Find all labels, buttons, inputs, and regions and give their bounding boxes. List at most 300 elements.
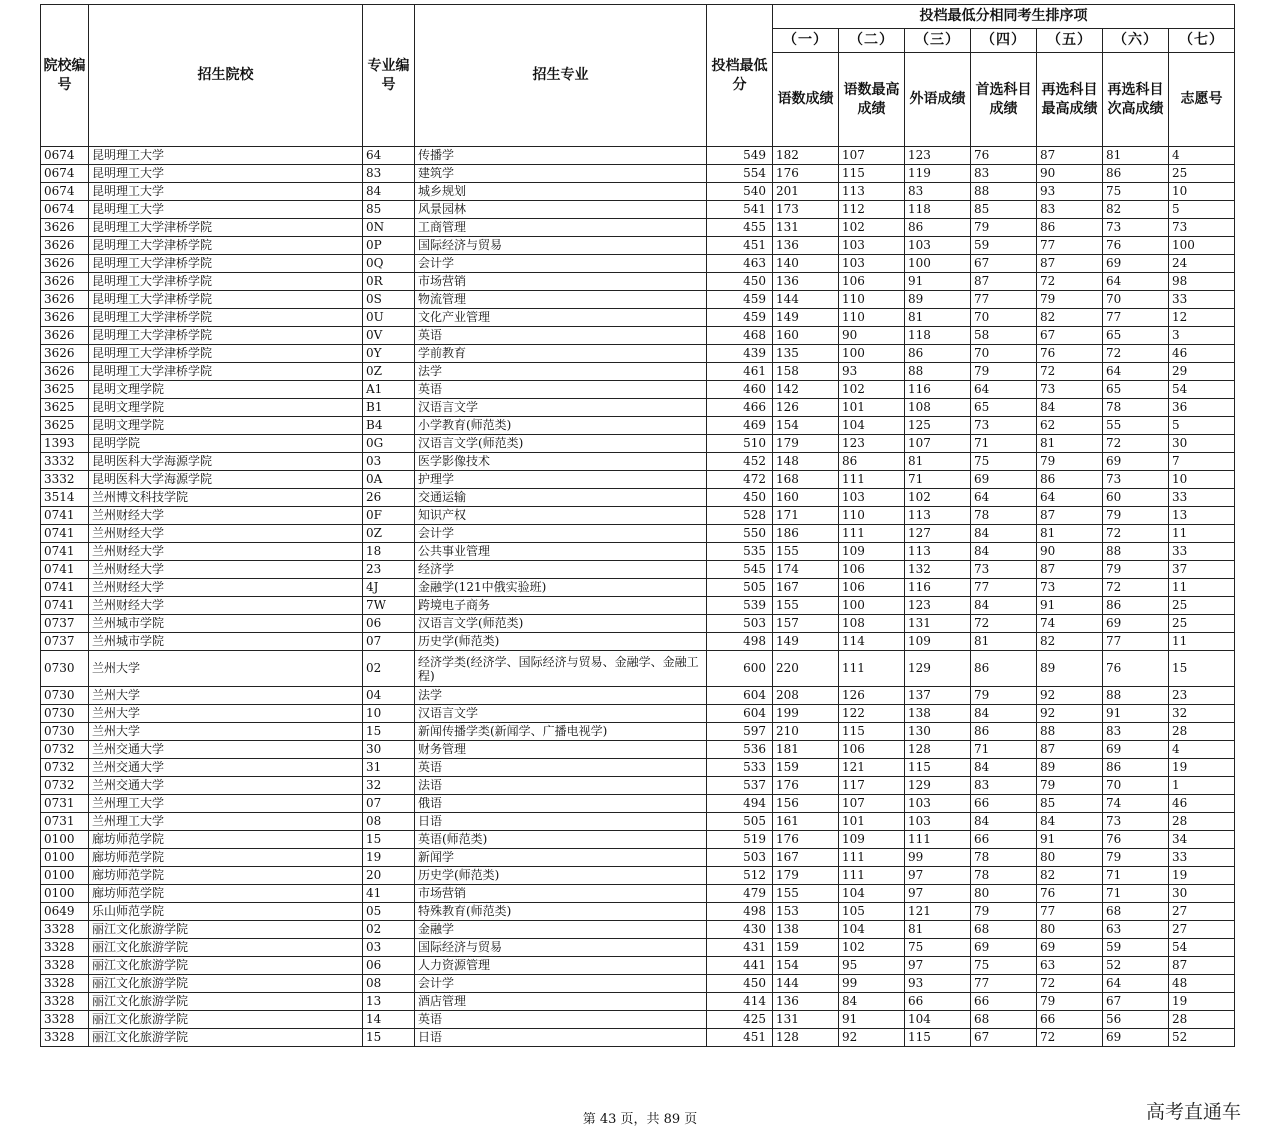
- cell-school-name: 乐山师范学院: [89, 903, 363, 921]
- cell-elective-highest: 86: [1037, 219, 1103, 237]
- cell-min-score: 503: [707, 615, 773, 633]
- cell-school-code: 3626: [41, 237, 89, 255]
- header-chinese-math-max: 语数最高成绩: [839, 53, 905, 147]
- cell-preference-number: 3: [1169, 327, 1235, 345]
- cell-elective-second: 55: [1103, 417, 1169, 435]
- cell-chinese-math-max: 104: [839, 885, 905, 903]
- cell-elective-second: 75: [1103, 183, 1169, 201]
- cell-min-score: 604: [707, 705, 773, 723]
- cell-chinese-math-score: 155: [773, 885, 839, 903]
- cell-preference-number: 33: [1169, 291, 1235, 309]
- cell-elective-second: 77: [1103, 633, 1169, 651]
- cell-school-name: 兰州大学: [89, 651, 363, 687]
- cell-chinese-math-max: 84: [839, 993, 905, 1011]
- cell-preference-number: 25: [1169, 165, 1235, 183]
- table-row: [41, 273, 1235, 291]
- cell-preference-number: 25: [1169, 597, 1235, 615]
- cell-major-name: 经济学: [415, 561, 707, 579]
- cell-chinese-math-max: 102: [839, 381, 905, 399]
- cell-chinese-math-score: 144: [773, 291, 839, 309]
- cell-school-name: 昆明医科大学海源学院: [89, 453, 363, 471]
- cell-major-name: 新闻学: [415, 849, 707, 867]
- cell-chinese-math-score: 136: [773, 237, 839, 255]
- cell-elective-second: 71: [1103, 867, 1169, 885]
- table-row: [41, 489, 1235, 507]
- cell-min-score: 600: [707, 651, 773, 687]
- cell-school-code: 0730: [41, 687, 89, 705]
- cell-elective-highest: 87: [1037, 741, 1103, 759]
- cell-first-subject-score: 64: [971, 381, 1037, 399]
- cell-chinese-math-score: 142: [773, 381, 839, 399]
- cell-chinese-math-score: 149: [773, 309, 839, 327]
- table-row: [41, 867, 1235, 885]
- cell-min-score: 604: [707, 687, 773, 705]
- cell-chinese-math-score: 138: [773, 921, 839, 939]
- cell-chinese-math-max: 114: [839, 633, 905, 651]
- cell-chinese-math-max: 104: [839, 417, 905, 435]
- table-row: [41, 309, 1235, 327]
- cell-chinese-math-score: 199: [773, 705, 839, 723]
- cell-chinese-math-max: 111: [839, 849, 905, 867]
- table-body: [41, 147, 1235, 1047]
- cell-major-name: 人力资源管理: [415, 957, 707, 975]
- cell-first-subject-score: 67: [971, 1029, 1037, 1047]
- cell-school-code: 3626: [41, 291, 89, 309]
- cell-major-code: 83: [363, 165, 415, 183]
- cell-major-code: 0Z: [363, 363, 415, 381]
- cell-elective-second: 72: [1103, 525, 1169, 543]
- cell-elective-highest: 82: [1037, 633, 1103, 651]
- cell-major-name: 经济学类(经济学、国际经济与贸易、金融学、金融工程): [415, 651, 707, 687]
- cell-elective-second: 67: [1103, 993, 1169, 1011]
- cell-first-subject-score: 83: [971, 777, 1037, 795]
- cell-school-code: 0732: [41, 741, 89, 759]
- cell-elective-second: 76: [1103, 831, 1169, 849]
- cell-elective-second: 59: [1103, 939, 1169, 957]
- cell-major-code: 84: [363, 183, 415, 201]
- cell-elective-second: 70: [1103, 291, 1169, 309]
- cell-min-score: 479: [707, 885, 773, 903]
- cell-foreign-language-score: 81: [905, 921, 971, 939]
- cell-chinese-math-max: 109: [839, 543, 905, 561]
- cell-chinese-math-max: 103: [839, 489, 905, 507]
- cell-major-code: 02: [363, 921, 415, 939]
- cell-chinese-math-score: 156: [773, 795, 839, 813]
- cell-major-code: 31: [363, 759, 415, 777]
- cell-foreign-language-score: 130: [905, 723, 971, 741]
- table-row: [41, 831, 1235, 849]
- cell-chinese-math-score: 176: [773, 777, 839, 795]
- cell-first-subject-score: 79: [971, 363, 1037, 381]
- cell-first-subject-score: 69: [971, 939, 1037, 957]
- cell-first-subject-score: 58: [971, 327, 1037, 345]
- cell-preference-number: 19: [1169, 993, 1235, 1011]
- cell-preference-number: 27: [1169, 921, 1235, 939]
- cell-major-name: 小学教育(师范类): [415, 417, 707, 435]
- cell-chinese-math-score: 126: [773, 399, 839, 417]
- cell-min-score: 469: [707, 417, 773, 435]
- cell-chinese-math-max: 105: [839, 903, 905, 921]
- table-row: [41, 471, 1235, 489]
- cell-min-score: 459: [707, 309, 773, 327]
- cell-major-name: 学前教育: [415, 345, 707, 363]
- cell-major-name: 历史学(师范类): [415, 633, 707, 651]
- cell-foreign-language-score: 88: [905, 363, 971, 381]
- cell-major-code: 07: [363, 633, 415, 651]
- cell-school-name: 丽江文化旅游学院: [89, 957, 363, 975]
- cell-major-code: 32: [363, 777, 415, 795]
- cell-elective-highest: 73: [1037, 579, 1103, 597]
- cell-elective-second: 69: [1103, 615, 1169, 633]
- cell-school-code: 3328: [41, 1011, 89, 1029]
- cell-elective-second: 86: [1103, 759, 1169, 777]
- table-row: [41, 615, 1235, 633]
- cell-school-code: 0731: [41, 795, 89, 813]
- header-order-2: （二）: [839, 29, 905, 53]
- table-row: [41, 561, 1235, 579]
- cell-min-score: 451: [707, 1029, 773, 1047]
- cell-chinese-math-score: 131: [773, 219, 839, 237]
- cell-major-code: B1: [363, 399, 415, 417]
- cell-school-code: 3328: [41, 957, 89, 975]
- cell-chinese-math-max: 101: [839, 399, 905, 417]
- cell-chinese-math-max: 123: [839, 435, 905, 453]
- cell-first-subject-score: 66: [971, 831, 1037, 849]
- cell-chinese-math-score: 161: [773, 813, 839, 831]
- cell-chinese-math-max: 103: [839, 255, 905, 273]
- admission-score-table: [40, 4, 1235, 1047]
- cell-chinese-math-score: 128: [773, 1029, 839, 1047]
- cell-school-name: 兰州交通大学: [89, 759, 363, 777]
- cell-elective-second: 65: [1103, 381, 1169, 399]
- watermark-logo-text: 高考直通车: [1146, 1101, 1242, 1123]
- cell-elective-highest: 88: [1037, 723, 1103, 741]
- cell-major-name: 金融学: [415, 921, 707, 939]
- cell-major-name: 英语(师范类): [415, 831, 707, 849]
- cell-elective-highest: 81: [1037, 525, 1103, 543]
- cell-foreign-language-score: 103: [905, 795, 971, 813]
- cell-preference-number: 1: [1169, 777, 1235, 795]
- cell-major-code: 0V: [363, 327, 415, 345]
- cell-preference-number: 30: [1169, 885, 1235, 903]
- table-row: [41, 957, 1235, 975]
- cell-preference-number: 73: [1169, 219, 1235, 237]
- cell-school-code: 3626: [41, 345, 89, 363]
- table-row: [41, 183, 1235, 201]
- cell-foreign-language-score: 129: [905, 651, 971, 687]
- cell-chinese-math-score: 144: [773, 975, 839, 993]
- cell-min-score: 536: [707, 741, 773, 759]
- cell-major-code: 0Q: [363, 255, 415, 273]
- cell-chinese-math-max: 110: [839, 507, 905, 525]
- cell-elective-highest: 79: [1037, 453, 1103, 471]
- table-row: [41, 777, 1235, 795]
- cell-first-subject-score: 79: [971, 903, 1037, 921]
- cell-major-code: 03: [363, 453, 415, 471]
- cell-min-score: 451: [707, 237, 773, 255]
- cell-chinese-math-max: 86: [839, 453, 905, 471]
- cell-chinese-math-score: 210: [773, 723, 839, 741]
- cell-foreign-language-score: 123: [905, 597, 971, 615]
- cell-school-code: 0100: [41, 849, 89, 867]
- cell-major-name: 汉语言文学: [415, 399, 707, 417]
- cell-preference-number: 25: [1169, 615, 1235, 633]
- cell-elective-second: 73: [1103, 471, 1169, 489]
- cell-major-code: 0G: [363, 435, 415, 453]
- cell-first-subject-score: 73: [971, 561, 1037, 579]
- cell-school-code: 1393: [41, 435, 89, 453]
- cell-foreign-language-score: 99: [905, 849, 971, 867]
- table-row: [41, 525, 1235, 543]
- cell-foreign-language-score: 125: [905, 417, 971, 435]
- cell-elective-second: 56: [1103, 1011, 1169, 1029]
- cell-major-code: 14: [363, 1011, 415, 1029]
- cell-min-score: 549: [707, 147, 773, 165]
- cell-first-subject-score: 69: [971, 471, 1037, 489]
- cell-preference-number: 15: [1169, 651, 1235, 687]
- cell-chinese-math-score: 159: [773, 759, 839, 777]
- cell-school-code: 0674: [41, 183, 89, 201]
- cell-foreign-language-score: 83: [905, 183, 971, 201]
- cell-preference-number: 54: [1169, 939, 1235, 957]
- cell-chinese-math-score: 167: [773, 579, 839, 597]
- cell-chinese-math-max: 121: [839, 759, 905, 777]
- cell-major-name: 历史学(师范类): [415, 867, 707, 885]
- cell-major-name: 金融学(121中俄实验班): [415, 579, 707, 597]
- cell-school-code: 3626: [41, 255, 89, 273]
- cell-chinese-math-score: 201: [773, 183, 839, 201]
- cell-min-score: 512: [707, 867, 773, 885]
- cell-major-name: 新闻传播学类(新闻学、广播电视学): [415, 723, 707, 741]
- cell-foreign-language-score: 97: [905, 867, 971, 885]
- table-row: [41, 651, 1235, 687]
- cell-chinese-math-max: 100: [839, 597, 905, 615]
- cell-foreign-language-score: 127: [905, 525, 971, 543]
- cell-school-name: 兰州博文科技学院: [89, 489, 363, 507]
- table-row: [41, 741, 1235, 759]
- cell-elective-highest: 89: [1037, 651, 1103, 687]
- cell-school-name: 丽江文化旅游学院: [89, 975, 363, 993]
- cell-foreign-language-score: 104: [905, 1011, 971, 1029]
- cell-min-score: 466: [707, 399, 773, 417]
- cell-preference-number: 12: [1169, 309, 1235, 327]
- cell-major-name: 法学: [415, 363, 707, 381]
- header-order-5: （五）: [1037, 29, 1103, 53]
- cell-elective-highest: 84: [1037, 813, 1103, 831]
- cell-major-name: 汉语言文学: [415, 705, 707, 723]
- cell-school-name: 廊坊师范学院: [89, 831, 363, 849]
- cell-school-name: 昆明理工大学津桥学院: [89, 309, 363, 327]
- cell-school-code: 0100: [41, 867, 89, 885]
- cell-elective-second: 60: [1103, 489, 1169, 507]
- cell-major-code: 06: [363, 957, 415, 975]
- cell-first-subject-score: 68: [971, 921, 1037, 939]
- cell-school-name: 廊坊师范学院: [89, 885, 363, 903]
- cell-first-subject-score: 84: [971, 543, 1037, 561]
- table-row: [41, 507, 1235, 525]
- cell-foreign-language-score: 93: [905, 975, 971, 993]
- cell-first-subject-score: 79: [971, 219, 1037, 237]
- cell-chinese-math-max: 102: [839, 939, 905, 957]
- cell-first-subject-score: 84: [971, 759, 1037, 777]
- table-row: [41, 237, 1235, 255]
- cell-major-name: 国际经济与贸易: [415, 237, 707, 255]
- cell-school-code: 0737: [41, 615, 89, 633]
- cell-chinese-math-max: 113: [839, 183, 905, 201]
- cell-school-code: 0100: [41, 885, 89, 903]
- cell-major-name: 工商管理: [415, 219, 707, 237]
- cell-elective-highest: 76: [1037, 345, 1103, 363]
- cell-elective-highest: 87: [1037, 255, 1103, 273]
- table-row: [41, 453, 1235, 471]
- cell-school-name: 昆明理工大学津桥学院: [89, 273, 363, 291]
- cell-foreign-language-score: 107: [905, 435, 971, 453]
- cell-foreign-language-score: 103: [905, 813, 971, 831]
- cell-chinese-math-score: 220: [773, 651, 839, 687]
- table-row: [41, 381, 1235, 399]
- table-row: [41, 921, 1235, 939]
- cell-min-score: 519: [707, 831, 773, 849]
- cell-elective-highest: 92: [1037, 705, 1103, 723]
- cell-elective-highest: 91: [1037, 597, 1103, 615]
- cell-school-name: 昆明理工大学津桥学院: [89, 219, 363, 237]
- cell-chinese-math-score: 155: [773, 597, 839, 615]
- cell-major-name: 法学: [415, 687, 707, 705]
- cell-school-code: 0741: [41, 543, 89, 561]
- cell-foreign-language-score: 121: [905, 903, 971, 921]
- cell-school-code: 0730: [41, 705, 89, 723]
- cell-elective-second: 70: [1103, 777, 1169, 795]
- cell-first-subject-score: 86: [971, 651, 1037, 687]
- cell-first-subject-score: 73: [971, 417, 1037, 435]
- cell-major-code: 41: [363, 885, 415, 903]
- cell-school-name: 丽江文化旅游学院: [89, 1011, 363, 1029]
- cell-foreign-language-score: 116: [905, 579, 971, 597]
- cell-chinese-math-max: 95: [839, 957, 905, 975]
- cell-major-name: 汉语言文学(师范类): [415, 615, 707, 633]
- cell-major-code: 4J: [363, 579, 415, 597]
- cell-school-code: 0674: [41, 147, 89, 165]
- table-header: [41, 5, 1235, 147]
- cell-elective-highest: 90: [1037, 543, 1103, 561]
- cell-chinese-math-score: 154: [773, 417, 839, 435]
- cell-elective-second: 83: [1103, 723, 1169, 741]
- cell-elective-second: 68: [1103, 903, 1169, 921]
- cell-preference-number: 54: [1169, 381, 1235, 399]
- cell-elective-highest: 63: [1037, 957, 1103, 975]
- cell-preference-number: 100: [1169, 237, 1235, 255]
- cell-preference-number: 11: [1169, 525, 1235, 543]
- cell-elective-second: 63: [1103, 921, 1169, 939]
- cell-major-code: 03: [363, 939, 415, 957]
- cell-school-code: 3626: [41, 327, 89, 345]
- cell-chinese-math-score: 136: [773, 273, 839, 291]
- cell-school-name: 昆明理工大学: [89, 183, 363, 201]
- cell-first-subject-score: 85: [971, 201, 1037, 219]
- cell-foreign-language-score: 103: [905, 237, 971, 255]
- cell-preference-number: 11: [1169, 579, 1235, 597]
- cell-preference-number: 10: [1169, 471, 1235, 489]
- cell-min-score: 545: [707, 561, 773, 579]
- cell-first-subject-score: 78: [971, 507, 1037, 525]
- cell-elective-second: 76: [1103, 237, 1169, 255]
- cell-school-name: 兰州大学: [89, 705, 363, 723]
- cell-school-name: 兰州财经大学: [89, 579, 363, 597]
- cell-major-name: 市场营销: [415, 273, 707, 291]
- cell-min-score: 472: [707, 471, 773, 489]
- cell-major-name: 会计学: [415, 255, 707, 273]
- cell-school-code: 0649: [41, 903, 89, 921]
- cell-preference-number: 23: [1169, 687, 1235, 705]
- cell-preference-number: 13: [1169, 507, 1235, 525]
- cell-school-code: 3514: [41, 489, 89, 507]
- cell-major-name: 俄语: [415, 795, 707, 813]
- cell-chinese-math-score: 160: [773, 489, 839, 507]
- cell-chinese-math-score: 135: [773, 345, 839, 363]
- cell-min-score: 459: [707, 291, 773, 309]
- table-row: [41, 903, 1235, 921]
- cell-major-name: 市场营销: [415, 885, 707, 903]
- table-row: [41, 1011, 1235, 1029]
- cell-elective-highest: 80: [1037, 849, 1103, 867]
- cell-school-code: 0730: [41, 651, 89, 687]
- header-order-3: （三）: [905, 29, 971, 53]
- cell-foreign-language-score: 81: [905, 309, 971, 327]
- cell-school-name: 昆明理工大学: [89, 201, 363, 219]
- cell-elective-highest: 77: [1037, 903, 1103, 921]
- header-preference-number: 志愿号: [1169, 53, 1235, 147]
- cell-preference-number: 48: [1169, 975, 1235, 993]
- cell-school-code: 3328: [41, 921, 89, 939]
- cell-first-subject-score: 88: [971, 183, 1037, 201]
- cell-elective-second: 64: [1103, 975, 1169, 993]
- cell-school-name: 丽江文化旅游学院: [89, 921, 363, 939]
- cell-major-name: 英语: [415, 759, 707, 777]
- cell-major-name: 特殊教育(师范类): [415, 903, 707, 921]
- cell-chinese-math-max: 100: [839, 345, 905, 363]
- cell-elective-second: 69: [1103, 453, 1169, 471]
- cell-min-score: 450: [707, 273, 773, 291]
- cell-school-name: 昆明理工大学: [89, 165, 363, 183]
- cell-foreign-language-score: 128: [905, 741, 971, 759]
- cell-preference-number: 33: [1169, 849, 1235, 867]
- cell-major-name: 公共事业管理: [415, 543, 707, 561]
- cell-chinese-math-max: 109: [839, 831, 905, 849]
- cell-elective-highest: 79: [1037, 291, 1103, 309]
- table-row: [41, 759, 1235, 777]
- header-order-4: （四）: [971, 29, 1037, 53]
- cell-major-code: 0Z: [363, 525, 415, 543]
- cell-first-subject-score: 71: [971, 435, 1037, 453]
- cell-school-name: 兰州交通大学: [89, 777, 363, 795]
- cell-major-code: 0A: [363, 471, 415, 489]
- cell-foreign-language-score: 75: [905, 939, 971, 957]
- cell-elective-second: 69: [1103, 741, 1169, 759]
- cell-school-name: 昆明学院: [89, 435, 363, 453]
- cell-elective-second: 88: [1103, 687, 1169, 705]
- cell-elective-second: 73: [1103, 219, 1169, 237]
- table-row: [41, 201, 1235, 219]
- cell-foreign-language-score: 132: [905, 561, 971, 579]
- cell-chinese-math-max: 92: [839, 1029, 905, 1047]
- cell-elective-highest: 66: [1037, 1011, 1103, 1029]
- cell-first-subject-score: 78: [971, 849, 1037, 867]
- cell-min-score: 460: [707, 381, 773, 399]
- cell-elective-second: 64: [1103, 363, 1169, 381]
- cell-chinese-math-max: 111: [839, 867, 905, 885]
- cell-major-name: 会计学: [415, 525, 707, 543]
- cell-preference-number: 19: [1169, 759, 1235, 777]
